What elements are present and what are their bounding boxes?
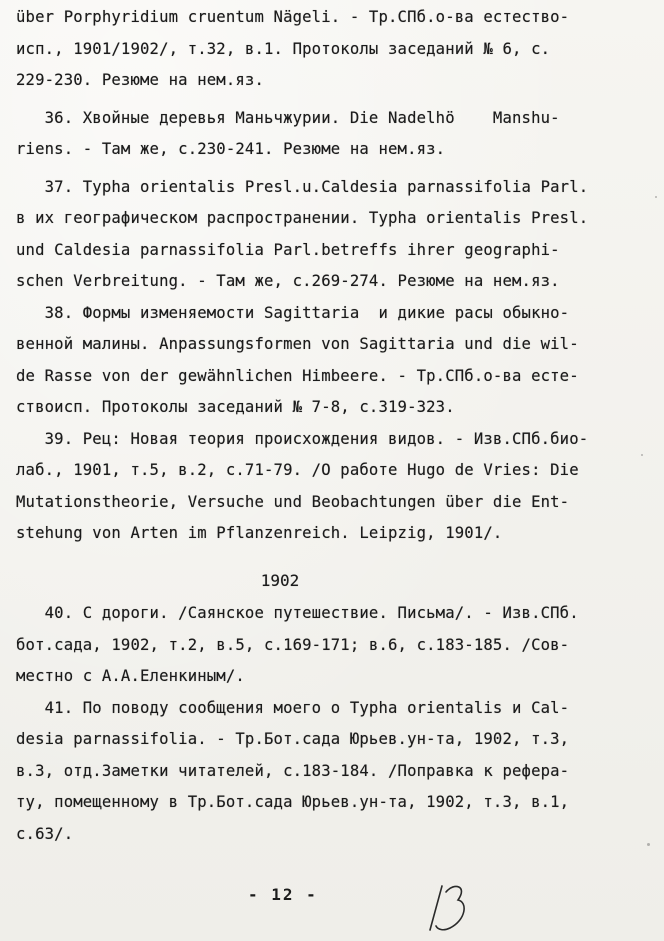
entry-39-line: 39. Рец: Новая теория происхождения видов. - Изв.СПб.био-	[16, 429, 589, 448]
entry-40-line: местно с А.А.Еленкиным/.	[16, 667, 245, 685]
text-line: исп., 1901/1902/, т.32, в.1. Протоколы заседаний № 6, с.	[16, 39, 551, 58]
entry-37-line: 37. Typha orientalis Presl.u.Caldesia parnassifolia Parl.	[16, 177, 589, 196]
entry-39-line: лаб., 1901, т.5, в.2, с.71-79. /О работе Hugo de Vries: Die	[16, 461, 579, 479]
entry-40-line: бот.сада, 1902, т.2, в.5, с.169-171; в.6, с.183-185. /Сов-	[16, 635, 570, 654]
entry-39-line: stehung von Arten im Pflanzenreich. Leipzig, 1901/.	[16, 524, 503, 542]
entry-38-line: ствоисп. Протоколы заседаний № 7-8, с.319-323.	[16, 398, 455, 416]
page-number: - 12 -	[248, 885, 318, 904]
handwritten-page-mark-icon	[424, 880, 474, 936]
bibliography-text-1902	[16, 598, 656, 850]
text-line: über Porphyridium cruentum Nägeli. - Тр.СПб.о-ва естество-	[16, 8, 570, 26]
entry-37-line: und Caldesia parnassifolia Parl.betreffs ihrer geographi-	[16, 240, 560, 259]
entry-38-line: 38. Формы изменяемости Sagittaria и дикие расы обыкно-	[16, 303, 570, 322]
entry-41-line: с.63/.	[16, 824, 74, 843]
entry-38-line: de Rasse von der gewähnlichen Himbeere. - Тр.СПб.о-ва есте-	[16, 366, 579, 385]
bibliography-text	[16, 2, 656, 550]
scan-speck	[641, 454, 643, 456]
entry-39-line: Mutationstheorie, Versuche und Beobachtungen über die Ent-	[16, 492, 570, 511]
scan-speck	[647, 843, 650, 846]
text-line: 229-230. Резюме на нем.яз.	[16, 71, 264, 89]
entry-37-line: schen Verbreitung. - Там же, с.269-274. Резюме на нем.яз.	[16, 272, 560, 290]
entry-41-line: 41. По поводу сообщения моего о Typha orientalis и Cal-	[16, 698, 570, 717]
entry-36-line: riens. - Там же, с.230-241. Резюме на нем.яз.	[16, 140, 446, 158]
entry-36-line: 36. Хвойные деревья Маньчжурии. Die Nadelhö Manshu-	[16, 108, 560, 127]
entry-40-line: 40. С дороги. /Саянское путешествие. Письма/. - Изв.СПб.	[16, 604, 579, 622]
entry-38-line: венной малины. Anpassungsformen von Sagittaria und die wil-	[16, 335, 579, 353]
entry-37-line: в их географическом распространении. Typha orientalis Presl.	[16, 209, 589, 227]
year-heading: 1902	[260, 571, 300, 590]
entry-41-line: в.3, отд.Заметки читателей, с.183-184. /Поправка к рефера-	[16, 761, 570, 780]
scan-speck	[655, 196, 657, 198]
entry-41-line: desia parnassifolia. - Тр.Бот.сада Юрьев.ун-та, 1902, т.3,	[16, 730, 570, 748]
entry-41-line: ту, помещенному в Тр.Бот.сада Юрьев.ун-та, 1902, т.3, в.1,	[16, 793, 570, 811]
